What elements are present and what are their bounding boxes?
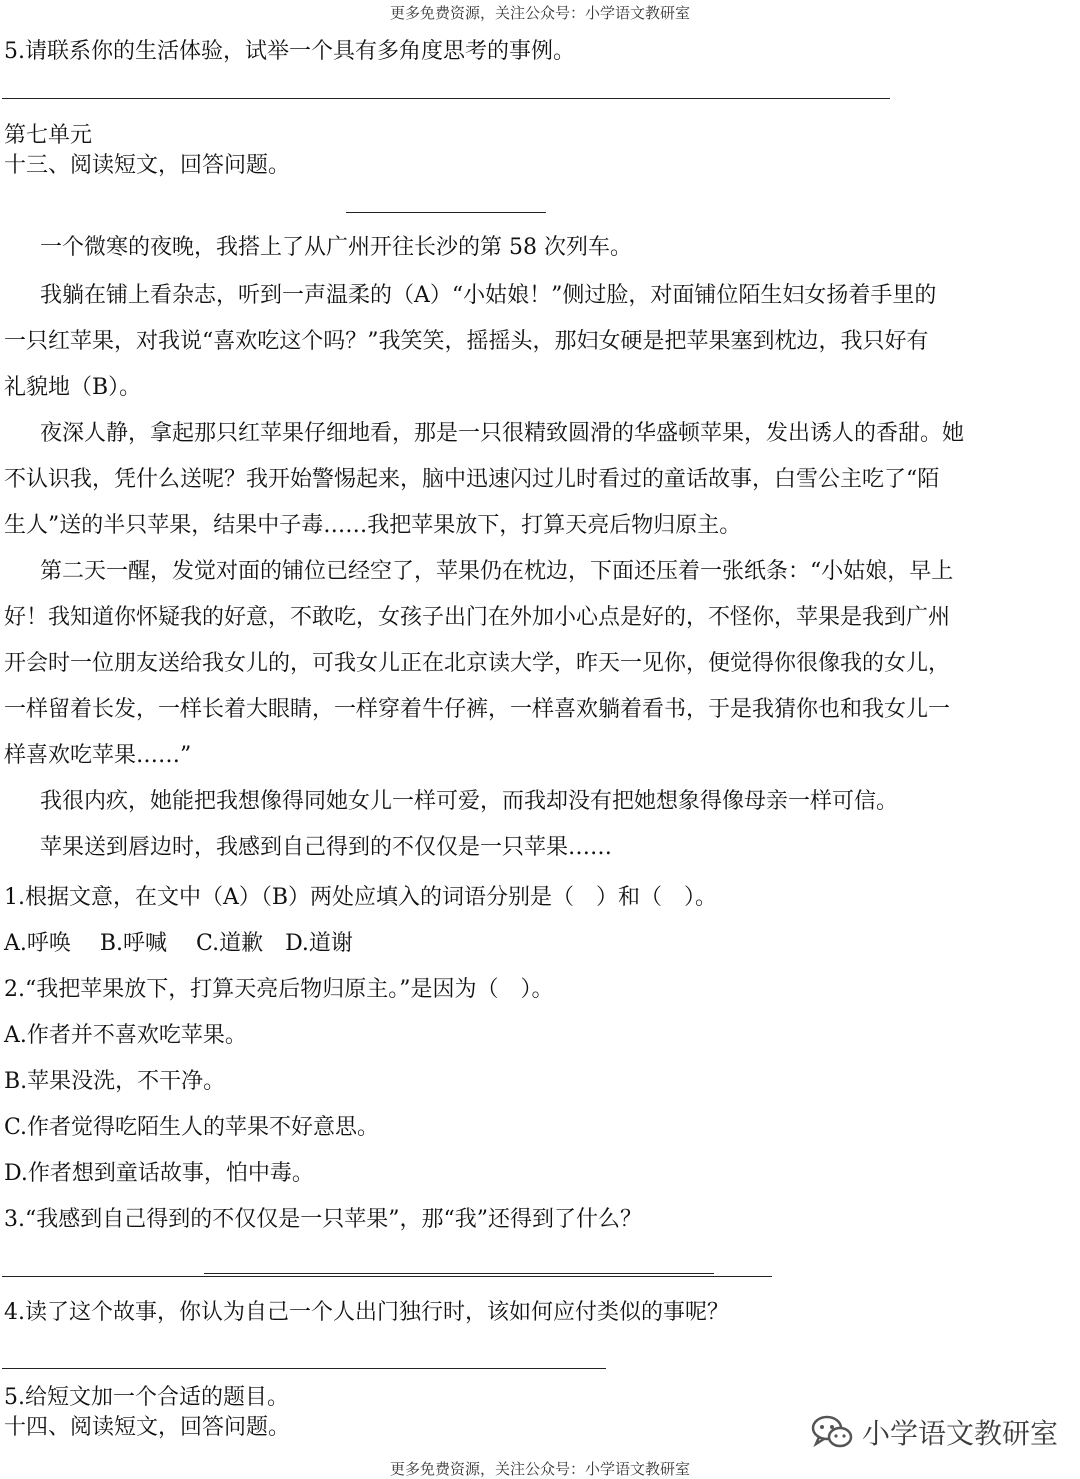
- section-13-title: 十三、阅读短文，回答问题。: [4, 153, 291, 178]
- section-14-title: 十四、阅读短文，回答问题。: [4, 1415, 291, 1440]
- passage-line: 一个微寒的夜晚，我搭上了从广州开往长沙的第 58 次列车。: [40, 235, 632, 260]
- page-footer: 更多免费资源，关注公众号：小学语文教研室: [389, 1460, 690, 1478]
- answer-line: [2, 1368, 606, 1369]
- answer-line: [2, 98, 890, 99]
- passage-line: 一只红苹果，对我说“喜欢吃这个吗？”我笑笑，摇摇头，那妇女硬是把苹果塞到枕边，我只好有: [4, 329, 929, 354]
- wechat-bubbles-icon: [810, 1413, 854, 1451]
- watermark: [810, 1410, 1058, 1454]
- question-1: 1.根据文意，在文中（A）（B）两处应填入的词语分别是（ ）和（ ）。: [4, 885, 718, 910]
- passage-line: 我很内疚，她能把我想像得同她女儿一样可爱，而我却没有把她想象得像母亲一样可信。: [40, 789, 899, 814]
- answer-line: [204, 1273, 714, 1274]
- passage-line: 苹果送到唇边时，我感到自己得到的不仅仅是一只苹果……: [40, 835, 613, 860]
- page-header: 更多免费资源，关注公众号：小学语文教研室: [389, 4, 690, 22]
- passage-line: 第二天一醒，发觉对面的铺位已经空了，苹果仍在枕边，下面还压着一张纸条：“小姑娘，早上: [40, 559, 954, 584]
- question-1-options: A.呼唤 B.呼喊 C.道歉 D.道谢: [4, 931, 353, 956]
- passage-line: 夜深人静，拿起那只红苹果仔细地看，那是一只很精致圆滑的华盛顿苹果，发出诱人的香甜。她: [40, 421, 965, 446]
- passage-line: 一样留着长发，一样长着大眼睛，一样穿着牛仔裤，一样喜欢躺着看书，于是我猜你也和我女儿一: [4, 697, 951, 722]
- unit-title: 第七单元: [4, 123, 93, 148]
- passage-line: 礼貌地（B）。: [4, 375, 142, 400]
- question-2-option-d: D.作者想到童话故事，怕中毒。: [4, 1161, 314, 1186]
- question-3: 3.“我感到自己得到的不仅仅是一只苹果”，那“我”还得到了什么？: [4, 1207, 642, 1232]
- passage-line: 生人”送的半只苹果，结果中子毒……我把苹果放下，打算天亮后物归原主。: [4, 513, 742, 538]
- question-5: 5.给短文加一个合适的题目。: [4, 1385, 289, 1410]
- question-2-option-b: B.苹果没洗，不干净。: [4, 1069, 226, 1094]
- title-blank-line: [346, 212, 546, 213]
- question-2: 2.“我把苹果放下，打算天亮后物归原主。”是因为（ ）。: [4, 977, 554, 1002]
- watermark-text: 小学语文教研室: [862, 1417, 1059, 1450]
- question-2-option-a: A.作者并不喜欢吃苹果。: [4, 1023, 247, 1048]
- passage-line: 不认识我，凭什么送呢？我开始警惕起来，脑中迅速闪过儿时看过的童话故事，白雪公主吃了“陌: [4, 467, 940, 492]
- question-2-option-c: C.作者觉得吃陌生人的苹果不好意思。: [4, 1115, 380, 1140]
- question-5-prev-unit: 5.请联系你的生活体验，试举一个具有多角度思考的事例。: [4, 39, 575, 64]
- answer-line: [2, 1276, 772, 1277]
- question-4: 4.读了这个故事，你认为自己一个人出门独行时，该如何应付类似的事呢？: [4, 1300, 729, 1325]
- passage-line: 好！我知道你怀疑我的好意，不敢吃，女孩子出门在外加小心点是好的，不怪你，苹果是我到广州: [4, 605, 951, 630]
- passage-line: 我躺在铺上看杂志，听到一声温柔的（A）“小姑娘！”侧过脸，对面铺位陌生妇女扬着手里的: [40, 283, 937, 308]
- passage-line: 开会时一位朋友送给我女儿的，可我女儿正在北京读大学，昨天一见你，便觉得你很像我的女儿，: [4, 651, 951, 676]
- passage-line: 样喜欢吃苹果……”: [4, 743, 192, 768]
